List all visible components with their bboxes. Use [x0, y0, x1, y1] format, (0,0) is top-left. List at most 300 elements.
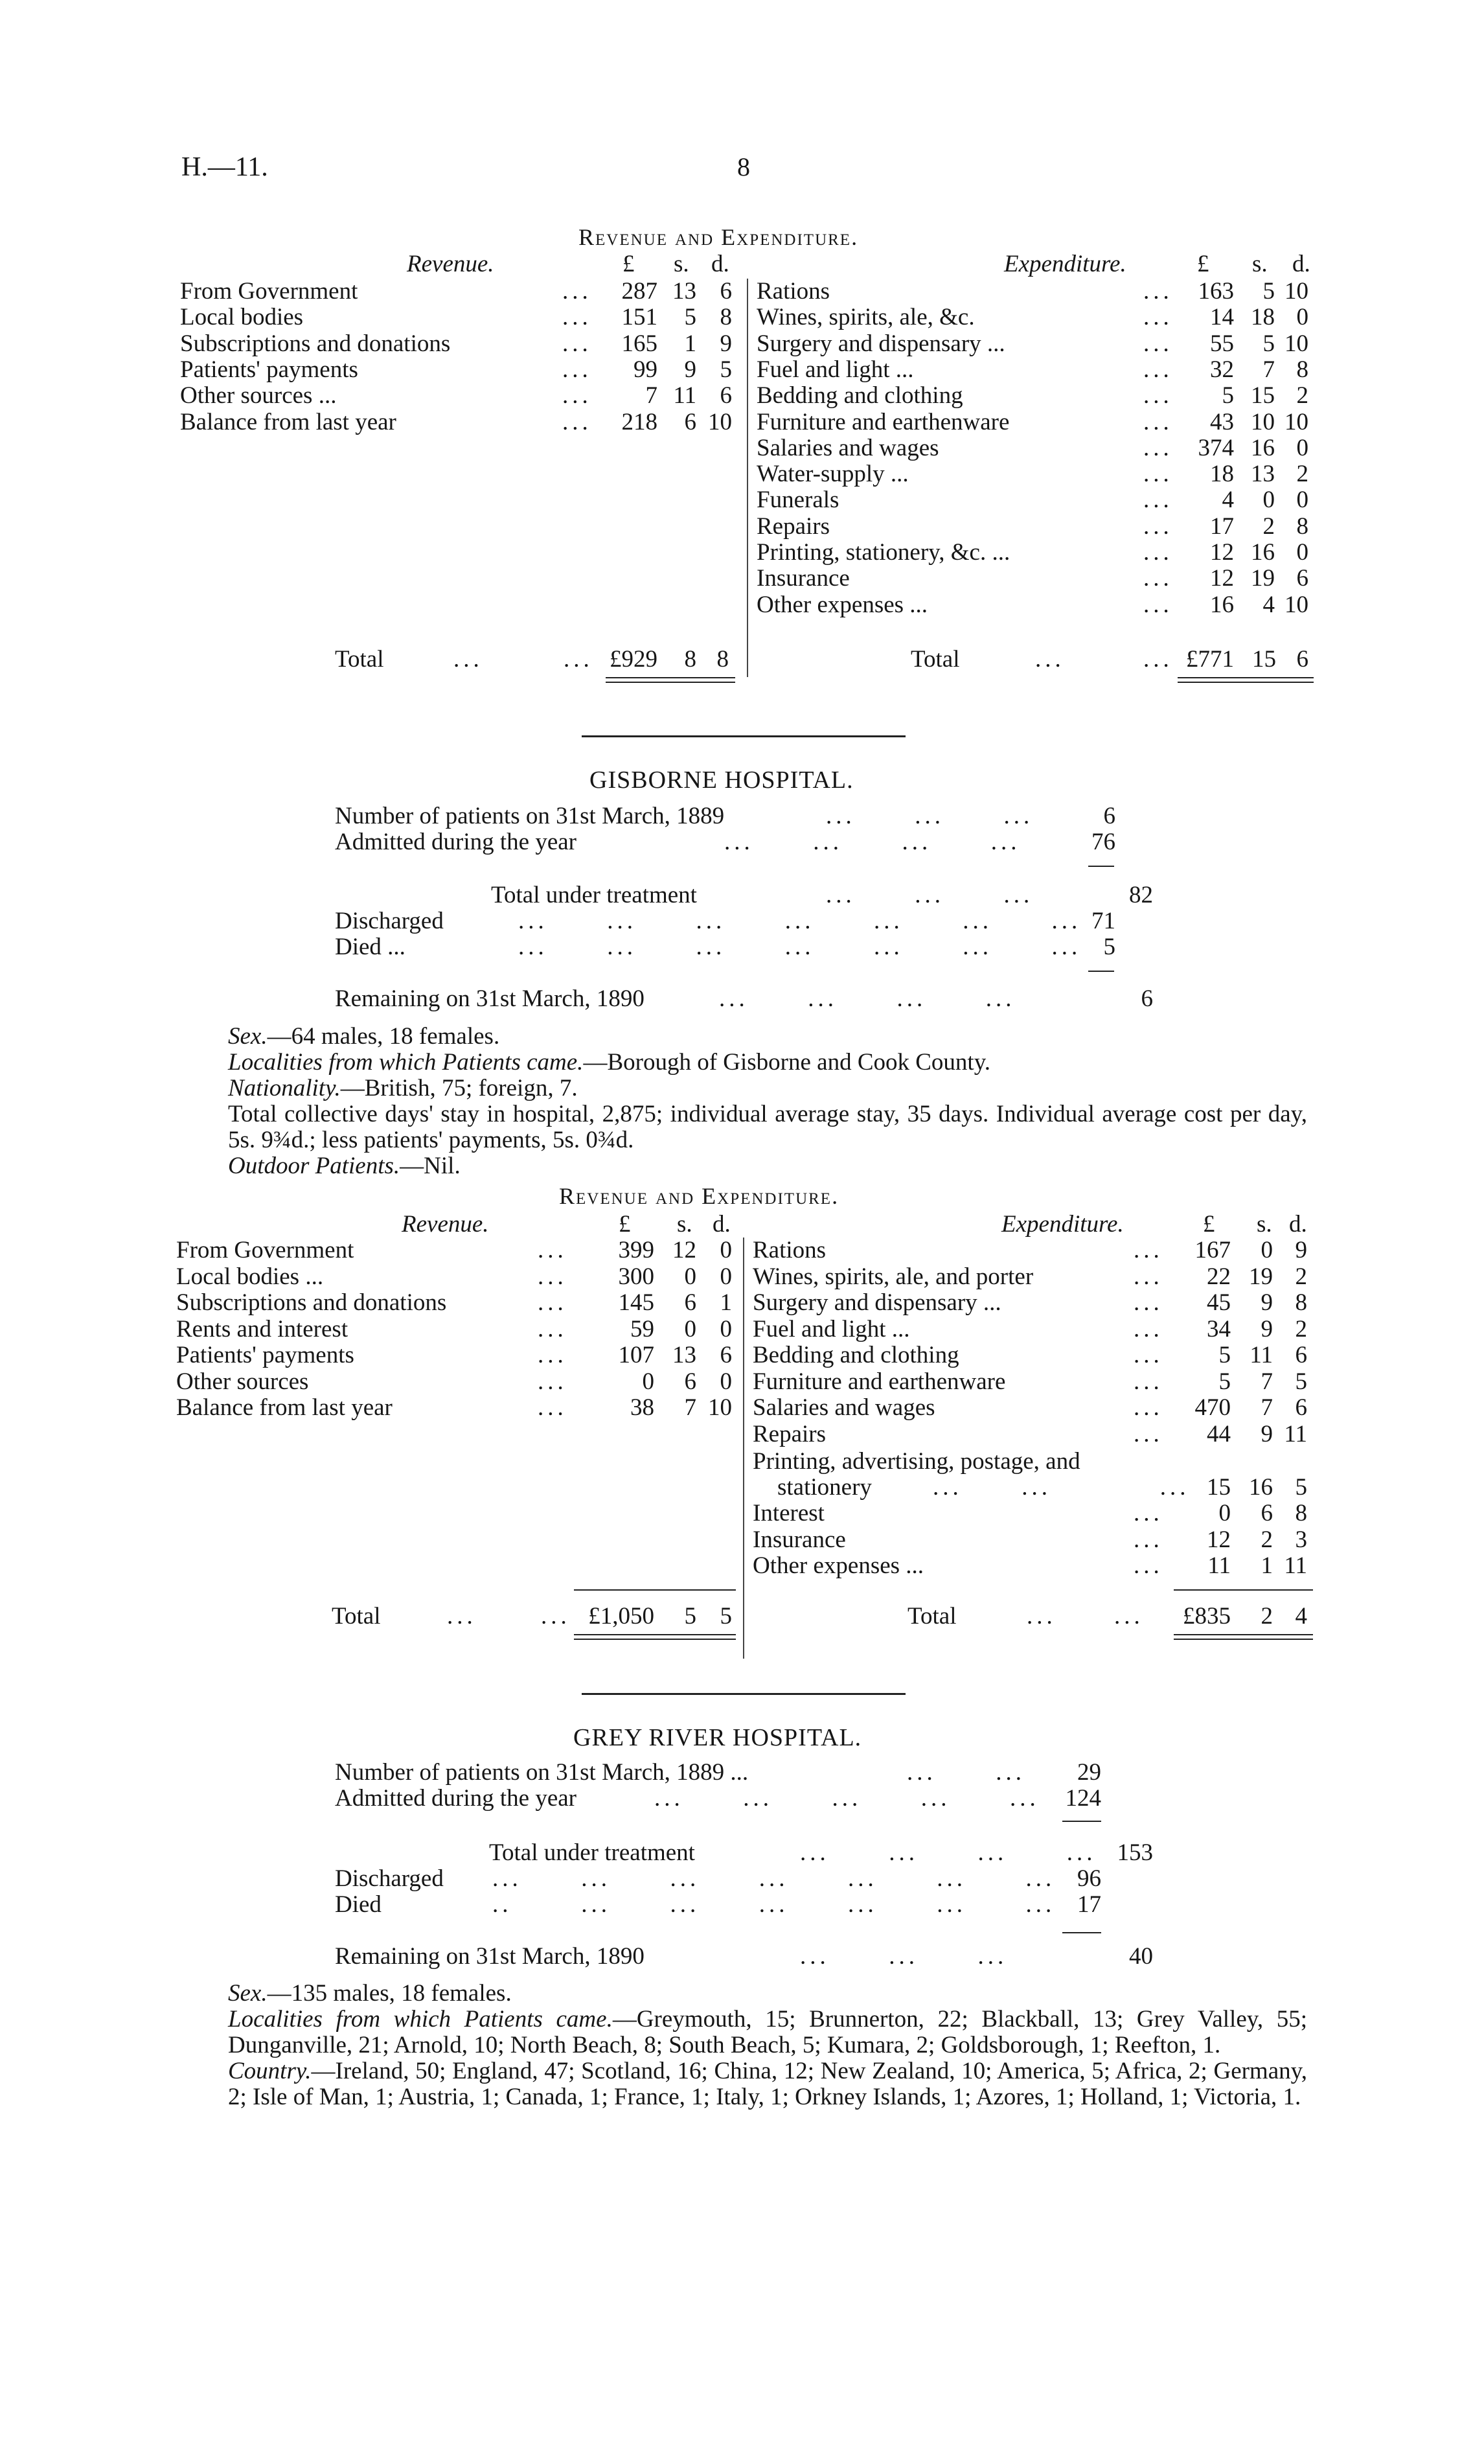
expenditure-heading: Expenditure. — [1001, 1211, 1124, 1238]
row-label: Other sources — [176, 1368, 309, 1395]
row-label: Rents and interest — [176, 1315, 348, 1342]
row-pounds: 99 — [634, 356, 657, 383]
row-shillings: 19 — [1249, 1263, 1273, 1290]
leader-dots: ... — [1143, 565, 1173, 592]
leader-dots: ... — [447, 1603, 477, 1629]
leader-dots: ... — [1143, 434, 1173, 461]
sex-label: Sex. — [228, 1980, 268, 2007]
leader-dots: ... ... ... — [800, 1943, 1008, 1970]
outdoor-label: Outdoor Patients. — [228, 1153, 400, 1179]
leader-dots: ... — [1143, 512, 1173, 540]
patients-value: 29 — [1077, 1759, 1101, 1786]
row-shillings: 6 — [684, 408, 696, 435]
row-pounds: 5 — [1218, 1368, 1231, 1395]
leader-dots: ... ... ... ... — [719, 985, 1016, 1012]
row-pounds: 4 — [1222, 487, 1234, 514]
hospital-title: GISBORNE HOSPITAL. — [589, 766, 854, 794]
leader-dots: ... — [1134, 1342, 1163, 1368]
revenue-total-pounds: £1,050 — [588, 1603, 654, 1629]
row-pence: 8 — [720, 304, 732, 331]
col-pence: d. — [713, 1211, 731, 1238]
row-label: Printing, stationery, &c. ... — [757, 539, 1010, 566]
row-pence: 8 — [1295, 1500, 1307, 1526]
revenue-total-label: Total — [335, 646, 384, 673]
printing-label-line1: Printing, advertising, postage, and — [753, 1448, 1080, 1475]
discharged-value: 96 — [1077, 1865, 1101, 1892]
row-pence: 8 — [1295, 1289, 1307, 1316]
row-label: Fuel and light ... — [753, 1315, 910, 1342]
row-label: Surgery and dispensary ... — [753, 1289, 1001, 1316]
grey-notes — [176, 1981, 1307, 2110]
revenue-heading: Revenue. — [402, 1211, 489, 1238]
row-pounds: 38 — [630, 1394, 654, 1421]
row-label: Other expenses ... — [753, 1552, 924, 1579]
row-pence: 6 — [1296, 565, 1308, 592]
row-shillings: 10 — [1251, 408, 1275, 435]
row-pounds: 0 — [642, 1368, 654, 1395]
remaining-value: 40 — [1129, 1943, 1153, 1970]
row-pence: 9 — [720, 330, 732, 357]
row-shillings: 0 — [1261, 1237, 1273, 1263]
leader-dots: ... — [1143, 646, 1173, 673]
leader-dots: ... ... — [907, 1759, 1025, 1786]
column-divider — [747, 279, 748, 677]
leader-dots: ... — [1027, 1603, 1056, 1629]
row-label: From Government — [176, 1237, 354, 1263]
row-pence: 2 — [1295, 1263, 1307, 1290]
expenditure-total-pounds: £771 — [1186, 646, 1234, 673]
leader-dots: ... — [1134, 1394, 1163, 1421]
row-pounds: 34 — [1207, 1315, 1231, 1342]
row-label: Wines, spirits, ale, &c. — [757, 304, 975, 331]
died-label: Died — [335, 1891, 382, 1918]
sum-rule — [1088, 866, 1114, 867]
row-label: Balance from last year — [180, 408, 396, 435]
leader-dots: ... — [1143, 408, 1173, 435]
double-rule — [574, 1589, 736, 1591]
row-label: Patients' payments — [176, 1342, 354, 1368]
row-label: Salaries and wages — [757, 434, 939, 461]
admitted-label: Admitted during the year — [335, 829, 576, 855]
row-label: Interest — [753, 1500, 825, 1526]
died-label: Died ... — [335, 934, 405, 960]
row-label: Other expenses ... — [757, 591, 928, 618]
row-pence: 10 — [708, 1394, 732, 1421]
row-shillings: 11 — [1250, 1342, 1273, 1368]
row-label: Patients' payments — [180, 356, 358, 383]
row-pence: 2 — [1295, 1315, 1307, 1342]
row-pounds: 167 — [1194, 1237, 1231, 1263]
hospital-title: GREY RIVER HOSPITAL. — [573, 1724, 862, 1751]
row-pounds: 22 — [1207, 1263, 1231, 1290]
col-pence: d. — [1292, 251, 1310, 277]
leader-dots: ... — [1143, 487, 1173, 514]
double-rule — [1178, 682, 1314, 683]
row-shillings: 7 — [684, 1394, 696, 1421]
revenue-total-pence: 5 — [720, 1603, 732, 1629]
row-pounds: 0 — [1218, 1500, 1231, 1526]
row-shillings: 1 — [1261, 1552, 1273, 1579]
leader-dots: ... — [1134, 1526, 1163, 1553]
row-pence: 0 — [1296, 304, 1308, 331]
leader-dots: ... — [562, 330, 592, 357]
leader-dots: ... — [1134, 1500, 1163, 1526]
row-pounds: 7 — [645, 382, 657, 409]
row-pounds: 12 — [1210, 539, 1234, 566]
leader-dots: .. ... ... ... ... ... ... — [492, 1891, 1056, 1918]
discharged-value: 71 — [1091, 908, 1115, 934]
double-rule — [574, 1634, 736, 1635]
row-pence: 6 — [1295, 1342, 1307, 1368]
row-pence: 6 — [720, 1342, 732, 1368]
outdoor-text: —Nil. — [400, 1153, 461, 1179]
col-pence: d. — [1289, 1211, 1307, 1238]
row-shillings: 9 — [1261, 1315, 1273, 1342]
expenditure-total-pence: 6 — [1296, 646, 1308, 673]
row-pence: 6 — [720, 278, 732, 305]
total-label: Total under treatment — [491, 882, 697, 908]
revenue-total-pence: 8 — [716, 646, 729, 673]
row-shillings: 7 — [1261, 1394, 1273, 1421]
patients-label: Number of patients on 31st March, 1889 ... — [335, 1759, 749, 1786]
leader-dots: ... — [1114, 1603, 1144, 1629]
expenditure-total-pounds: £835 — [1183, 1603, 1231, 1629]
row-pence: 5 — [1295, 1368, 1307, 1395]
row-shillings: 5 — [684, 304, 696, 331]
row-pence: 6 — [720, 382, 732, 409]
leader-dots: ... — [538, 1289, 567, 1316]
localities-label: Localities from which Patients came. — [228, 2006, 613, 2032]
row-label: Bedding and clothing — [757, 382, 963, 409]
expenditure-total-label: Total — [908, 1603, 957, 1629]
localities-text: —Greymouth, 15; Brunnerton, 22; Blackball, 13; Grey Valley, 55; Dunganville, 21; Arnold, 10; North Beach, 8; South Beach, 5; Kumara, 2; Goldsborough, 1; Reefton, 1. — [228, 2006, 1307, 2058]
row-pounds: 45 — [1207, 1289, 1231, 1316]
total-value: 82 — [1129, 882, 1153, 908]
leader-dots: ... ... ... ... — [724, 829, 1021, 855]
row-pounds: 32 — [1210, 356, 1234, 383]
revenue-total-pounds: £929 — [610, 646, 657, 673]
sex-text: —64 males, 18 females. — [267, 1023, 500, 1050]
leader-dots: ... ... ... — [826, 882, 1034, 908]
row-pounds: 16 — [1210, 591, 1234, 618]
localities-line — [176, 1050, 1307, 1076]
row-pounds: 165 — [621, 330, 657, 357]
row-pounds: 218 — [621, 408, 657, 435]
row-label: Rations — [757, 278, 830, 305]
leader-dots: ... — [562, 278, 592, 305]
col-pounds: £ — [622, 251, 635, 277]
expenditure-total-shillings: 2 — [1261, 1603, 1273, 1629]
leader-dots: ... — [1134, 1315, 1163, 1342]
row-shillings: 15 — [1251, 382, 1275, 409]
leader-dots: ... ... ... — [933, 1474, 1190, 1501]
row-pence: 0 — [1296, 434, 1308, 461]
row-shillings: 9 — [1261, 1289, 1273, 1316]
leader-dots: ... — [1134, 1552, 1163, 1579]
leader-dots: ... ... ... ... ... ... ... — [518, 934, 1082, 960]
nationality-text: —British, 75; foreign, 7. — [340, 1075, 578, 1101]
sex-text: —135 males, 18 females. — [267, 1980, 512, 2007]
country-text: —Ireland, 50; England, 47; Scotland, 16; China, 12; New Zealand, 10; America, 5; Africa, 2; Germany, 2; Isle of Man, 1; Austria, 1; Canada, 1; France, 1; Italy, 1; Orkney Islands, 1; Azores, 1; Holland, 1; Victoria, 1. — [228, 2058, 1307, 2110]
row-shillings: 12 — [672, 1237, 696, 1263]
row-shillings: 5 — [1262, 330, 1275, 357]
row-shillings: 0 — [684, 1263, 696, 1290]
row-pence: 0 — [720, 1315, 732, 1342]
row-pence: 11 — [1284, 1552, 1307, 1579]
row-shillings: 13 — [672, 1342, 696, 1368]
leader-dots: ... — [1035, 646, 1065, 673]
localities-label: Localities from which Patients came. — [228, 1049, 584, 1076]
row-label: Other sources ... — [180, 382, 337, 409]
leader-dots: ... ... ... ... ... — [654, 1785, 1040, 1812]
col-pounds: £ — [619, 1211, 631, 1238]
discharged-label: Discharged — [335, 908, 444, 934]
revenue-total-label: Total — [332, 1603, 381, 1629]
total-label: Total under treatment — [489, 1839, 695, 1866]
row-shillings: 2 — [1261, 1526, 1273, 1553]
remaining-value: 6 — [1141, 985, 1153, 1012]
printing-pence: 5 — [1295, 1474, 1307, 1501]
leader-dots: ... — [538, 1368, 567, 1395]
sex-line — [176, 1024, 1307, 1050]
leader-dots: ... — [538, 1237, 567, 1263]
row-shillings: 19 — [1251, 565, 1275, 592]
died-value: 17 — [1077, 1891, 1101, 1918]
row-pounds: 11 — [1207, 1552, 1231, 1579]
leader-dots: ... — [1143, 591, 1173, 618]
double-rule — [1174, 1589, 1313, 1591]
section-divider — [582, 735, 906, 737]
leader-dots: ... — [1134, 1289, 1163, 1316]
row-pounds: 12 — [1207, 1526, 1231, 1553]
leader-dots: ... — [562, 356, 592, 383]
column-divider — [743, 1238, 744, 1659]
row-label: Water-supply ... — [757, 461, 909, 488]
row-label: Insurance — [753, 1526, 846, 1553]
leader-dots: ... — [1134, 1237, 1163, 1263]
row-pounds: 18 — [1210, 461, 1234, 488]
sex-label: Sex. — [228, 1023, 268, 1050]
row-label: Local bodies — [180, 304, 304, 331]
row-pounds: 300 — [618, 1263, 654, 1290]
row-pence: 0 — [1296, 539, 1308, 566]
remaining-label: Remaining on 31st March, 1890 — [335, 1943, 645, 1970]
leader-dots: ... ... ... ... ... ... ... — [518, 908, 1082, 934]
row-pounds: 145 — [618, 1289, 654, 1316]
row-label: Repairs — [757, 512, 830, 540]
expenditure-total-shillings: 15 — [1252, 646, 1276, 673]
leader-dots: ... — [1134, 1368, 1163, 1395]
leader-dots: ... — [541, 1603, 571, 1629]
row-pounds: 399 — [618, 1237, 654, 1263]
row-pence: 9 — [1295, 1237, 1307, 1263]
row-pence: 0 — [720, 1368, 732, 1395]
leader-dots: ... — [453, 646, 483, 673]
row-pence: 0 — [720, 1237, 732, 1263]
row-pence: 3 — [1295, 1526, 1307, 1553]
row-pounds: 17 — [1210, 512, 1234, 540]
row-pounds: 470 — [1194, 1394, 1231, 1421]
row-pounds: 374 — [1198, 434, 1234, 461]
leader-dots: ... ... ... — [826, 803, 1034, 829]
table-title: Revenue and Expenditure. — [578, 224, 859, 250]
outdoor-line — [176, 1153, 1307, 1179]
row-label: Surgery and dispensary ... — [757, 330, 1005, 357]
col-shillings: s. — [1252, 251, 1268, 277]
row-pounds: 5 — [1222, 382, 1234, 409]
row-pence: 10 — [708, 408, 732, 435]
admitted-value: 124 — [1065, 1785, 1101, 1812]
row-label: Insurance — [757, 565, 850, 592]
row-pence: 0 — [1296, 487, 1308, 514]
double-rule — [1174, 1639, 1313, 1640]
row-pounds: 151 — [621, 304, 657, 331]
row-pounds: 43 — [1210, 408, 1234, 435]
sum-rule — [1088, 971, 1114, 972]
localities-line — [176, 2007, 1307, 2058]
admitted-label: Admitted during the year — [335, 1785, 576, 1812]
table-title: Revenue and Expenditure. — [559, 1183, 839, 1209]
row-shillings: 0 — [1262, 487, 1275, 514]
row-pence: 2 — [1296, 461, 1308, 488]
row-shillings: 7 — [1261, 1368, 1273, 1395]
leader-dots: ... — [1134, 1420, 1163, 1447]
leader-dots: ... — [562, 304, 592, 331]
row-shillings: 13 — [1251, 461, 1275, 488]
leader-dots: ... — [1143, 356, 1173, 383]
double-rule — [606, 682, 735, 683]
sum-rule — [1062, 1932, 1101, 1933]
row-label: Fuel and light ... — [757, 356, 914, 383]
expenditure-heading: Expenditure. — [1004, 251, 1126, 277]
nationality-label: Nationality. — [228, 1075, 341, 1101]
row-label: Local bodies ... — [176, 1263, 324, 1290]
row-pence: 10 — [1284, 591, 1308, 618]
row-shillings: 13 — [672, 278, 696, 305]
row-label: Balance from last year — [176, 1394, 393, 1421]
sum-rule — [1062, 1821, 1101, 1822]
row-shillings: 4 — [1262, 591, 1275, 618]
row-label: Salaries and wages — [753, 1394, 935, 1421]
patients-value: 6 — [1103, 803, 1115, 829]
row-shillings: 2 — [1262, 512, 1275, 540]
row-pence: 2 — [1296, 382, 1308, 409]
nationality-line — [176, 1076, 1307, 1101]
leader-dots: ... — [1143, 461, 1173, 488]
localities-text: —Borough of Gisborne and Cook County. — [583, 1049, 991, 1076]
leader-dots: ... — [538, 1342, 567, 1368]
leader-dots: ... — [1143, 330, 1173, 357]
row-pence: 8 — [1296, 356, 1308, 383]
row-label: From Government — [180, 278, 358, 305]
leader-dots: ... — [1134, 1263, 1163, 1290]
revenue-total-shillings: 8 — [684, 646, 696, 673]
leader-dots: ... — [538, 1394, 567, 1421]
expenditure-total-label: Total — [911, 646, 960, 673]
double-rule — [606, 677, 735, 678]
row-pence: 10 — [1284, 408, 1308, 435]
discharged-label: Discharged — [335, 1865, 444, 1892]
died-value: 5 — [1103, 934, 1115, 960]
leader-dots: ... — [562, 408, 592, 435]
leader-dots: ... — [1143, 278, 1173, 305]
row-shillings: 6 — [1261, 1500, 1273, 1526]
row-pounds: 163 — [1198, 278, 1234, 305]
col-shillings: s. — [674, 251, 689, 277]
row-label: Rations — [753, 1237, 827, 1263]
double-rule — [574, 1639, 736, 1640]
leader-dots: ... ... ... ... — [800, 1839, 1097, 1866]
row-pounds: 287 — [621, 278, 657, 305]
leader-dots: ... — [538, 1263, 567, 1290]
col-pence: d. — [711, 251, 729, 277]
row-shillings: 9 — [1261, 1420, 1273, 1447]
row-shillings: 5 — [1262, 278, 1275, 305]
row-pence: 5 — [720, 356, 732, 383]
row-pounds: 5 — [1218, 1342, 1231, 1368]
row-pounds: 59 — [630, 1315, 654, 1342]
page-number: 8 — [737, 152, 750, 181]
row-shillings: 16 — [1251, 539, 1275, 566]
row-label: Wines, spirits, ale, and porter — [753, 1263, 1034, 1290]
leader-dots: ... — [562, 382, 592, 409]
leader-dots: ... — [1143, 304, 1173, 331]
row-pence: 11 — [1284, 1420, 1307, 1447]
row-shillings: 6 — [684, 1289, 696, 1316]
patients-label: Number of patients on 31st March, 1889 — [335, 803, 725, 829]
row-pence: 8 — [1296, 512, 1308, 540]
row-label: Furniture and earthenware — [757, 408, 1010, 435]
col-pounds: £ — [1197, 251, 1209, 277]
printing-label-line2: stationery — [777, 1474, 872, 1501]
row-pounds: 55 — [1210, 330, 1234, 357]
expenditure-total-pence: 4 — [1295, 1603, 1307, 1629]
row-pence: 1 — [720, 1289, 732, 1316]
row-shillings: 9 — [684, 356, 696, 383]
sex-line — [176, 1981, 1307, 2007]
row-shillings: 18 — [1251, 304, 1275, 331]
row-pounds: 44 — [1207, 1420, 1231, 1447]
row-label: Subscriptions and donations — [180, 330, 451, 357]
total-value: 153 — [1117, 1839, 1153, 1866]
col-pounds: £ — [1203, 1211, 1215, 1238]
country-line — [176, 2058, 1307, 2110]
row-shillings: 11 — [673, 382, 696, 409]
row-pence: 0 — [720, 1263, 732, 1290]
row-pence: 10 — [1284, 330, 1308, 357]
row-pence: 6 — [1295, 1394, 1307, 1421]
printing-pounds: 15 — [1207, 1474, 1231, 1501]
leader-dots: ... ... ... ... ... ... ... — [492, 1865, 1056, 1892]
leader-dots: ... — [1143, 382, 1173, 409]
stay-text: Total collective days' stay in hospital, 2,875; individual average stay, 35 days. Individual average cost per day, 5s. 9¾d.; less patients' payments, 5s. 0¾d. — [228, 1101, 1307, 1153]
row-shillings: 1 — [684, 330, 696, 357]
section-divider — [582, 1693, 906, 1695]
revenue-total-shillings: 5 — [684, 1603, 696, 1629]
page-ref: H.—11. — [181, 152, 268, 182]
country-label: Country. — [228, 2058, 312, 2084]
row-label: Funerals — [757, 487, 839, 514]
double-rule — [1174, 1634, 1313, 1635]
col-shillings: s. — [1257, 1211, 1272, 1238]
row-pounds: 12 — [1210, 565, 1234, 592]
col-shillings: s. — [677, 1211, 692, 1238]
row-shillings: 7 — [1262, 356, 1275, 383]
leader-dots: ... — [538, 1315, 567, 1342]
row-pounds: 14 — [1210, 304, 1234, 331]
double-rule — [1178, 677, 1314, 678]
admitted-value: 76 — [1091, 829, 1115, 855]
